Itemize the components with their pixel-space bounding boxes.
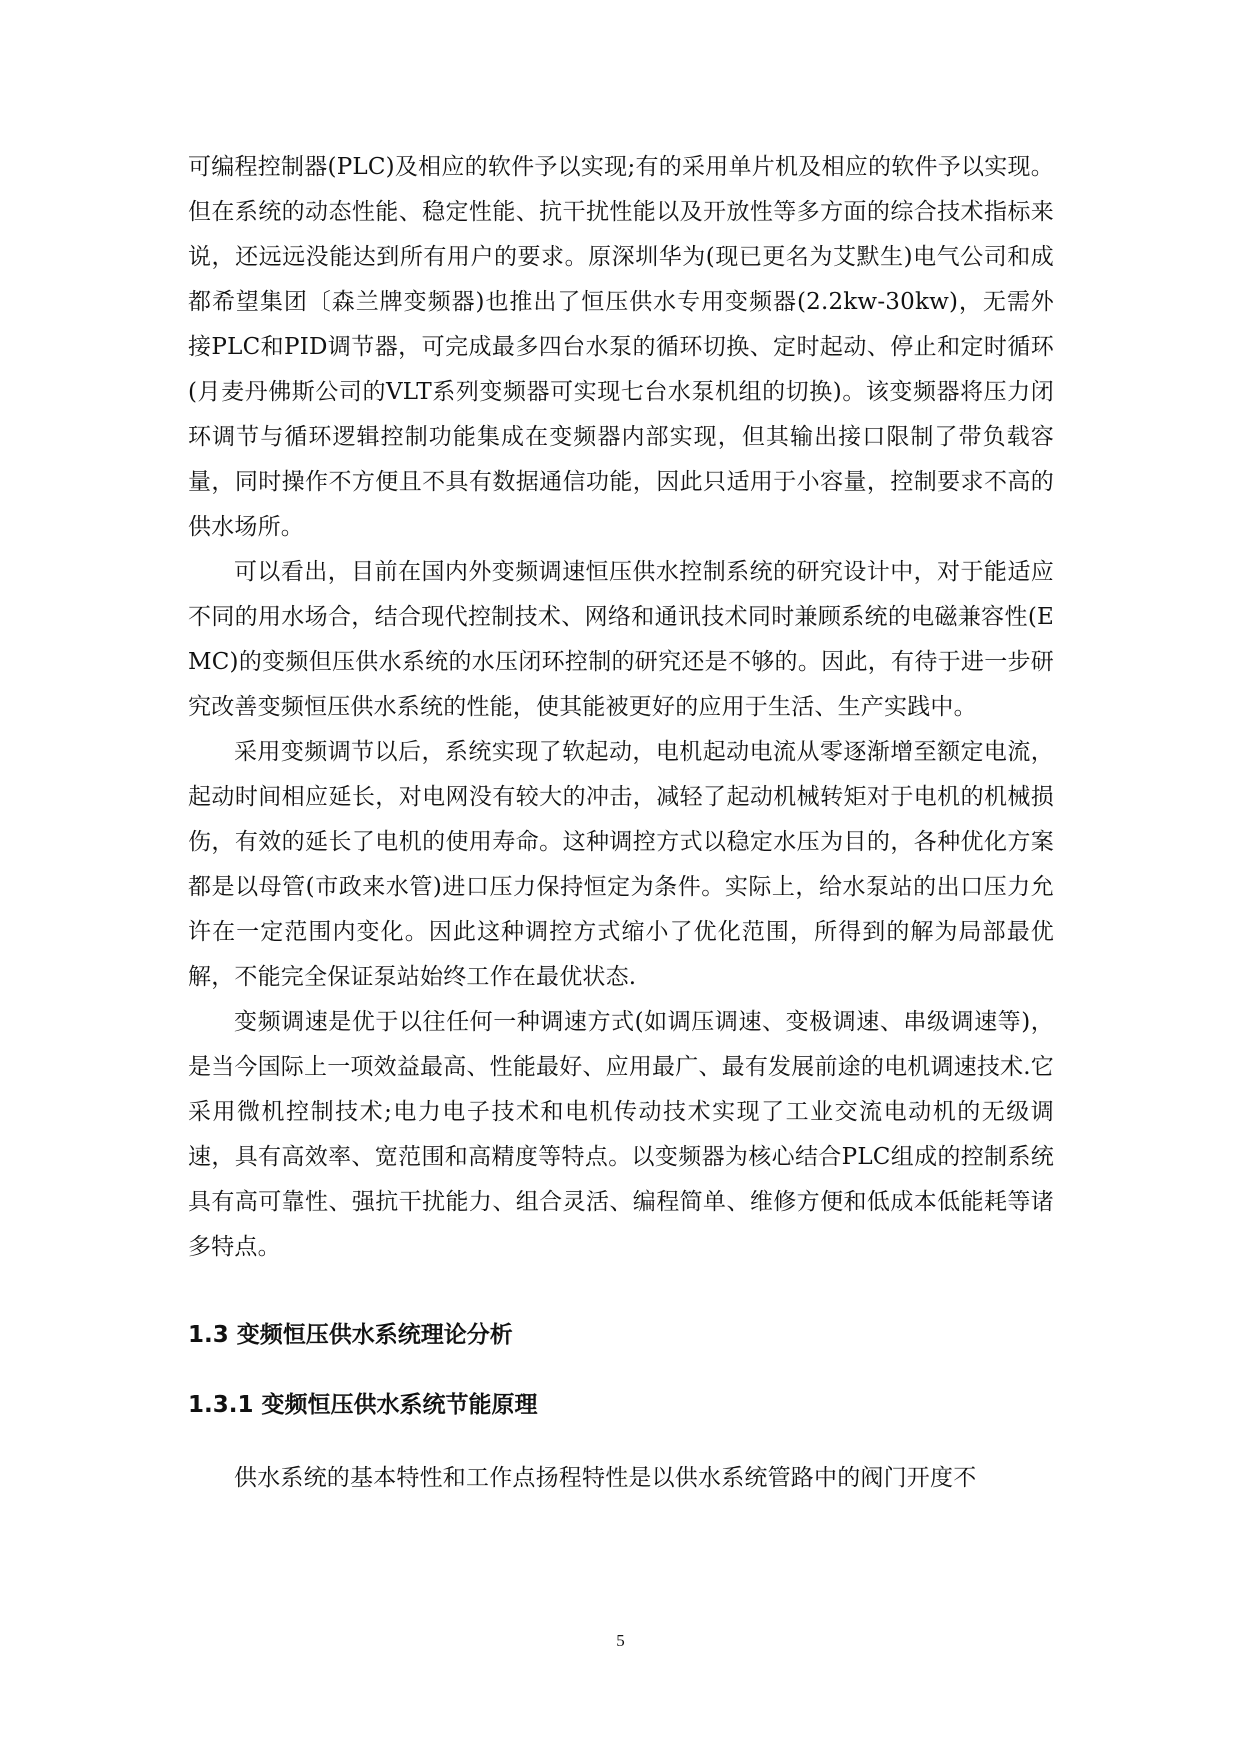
body-paragraph-5: 供水系统的基本特性和工作点扬程特性是以供水系统管路中的阀门开度不 [234,1465,977,1491]
page-body [188,145,1054,1501]
page-number: 5 [616,1631,625,1650]
body-paragraph-2: 可以看出，目前在国内外变频调速恒压供水控制系统的研究设计中，对于能适应不同的用水场合，结合现代控制技术、网络和通讯技术同时兼顾系统的电磁兼容性(EMC)的变频但压供水系统的水压闭环控制的研究还是不够的。因此，有待于进一步研究改善变频恒压供水系统的性能，使其能被更好的应用于生活、生产实践中。 [188,559,1054,720]
subsection-heading: 1.3.1 变频恒压供水系统节能原理 [188,1392,538,1418]
body-paragraph-4: 变频调速是优于以往任何一种调速方式(如调压调速、变极调速、串级调速等)，是当今国际上一项效益最高、性能最好、应用最广、最有发展前途的电机调速技术.它采用微机控制技术;电力电子技术和电机传动技术实现了工业交流电动机的无级调速，具有高效率、宽范围和高精度等特点。以变频器为核心结合PLC组成的控制系统具有高可靠性、强抗干扰能力、组合灵活、编程简单、维修方便和低成本低能耗等诸多特点。 [188,1009,1054,1260]
body-paragraph-3: 采用变频调节以后，系统实现了软起动，电机起动电流从零逐渐增至额定电流，起动时间相应延长，对电网没有较大的冲击，减轻了起动机械转矩对于电机的机械损伤，有效的延长了电机的使用寿命。这种调控方式以稳定水压为目的，各种优化方案都是以母管(市政来水管)进口压力保持恒定为条件。实际上，给水泵站的出口压力允许在一定范围内变化。因此这种调控方式缩小了优化范围，所得到的解为局部最优解，不能完全保证泵站始终工作在最优状态. [188,739,1054,990]
body-paragraph-1: 可编程控制器(PLC)及相应的软件予以实现;有的采用单片机及相应的软件予以实现。但在系统的动态性能、稳定性能、抗干扰性能以及开放性等多方面的综合技术指标来说，还远远没能达到所有用户的要求。原深圳华为(现已更名为艾默生)电气公司和成都希望集团〔森兰牌变频器)也推出了恒压供水专用变频器(2.2kw-30kw)，无需外接PLC和PID调节器，可完成最多四台水泵的循环切换、定时起动、停止和定时循环(月麦丹佛斯公司的VLT系列变频器可实现七台水泵机组的切换)。该变频器将压力闭环调节与循环逻辑控制功能集成在变频器内部实现，但其输出接口限制了带负载容量，同时操作不方便且不具有数据通信功能，因此只适用于小容量，控制要求不高的供水场所。 [188,154,1054,540]
section-heading: 1.3 变频恒压供水系统理论分析 [188,1322,513,1348]
